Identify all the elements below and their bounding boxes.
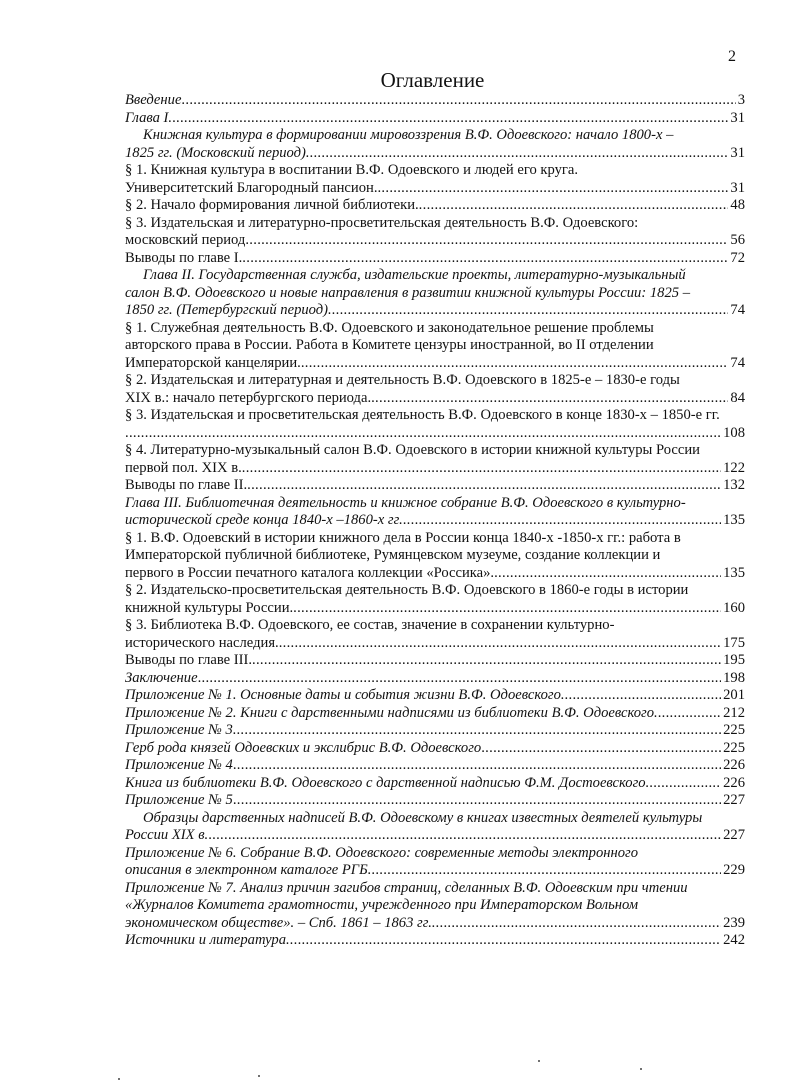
scan-speck — [538, 1060, 540, 1062]
toc-entry-title: Книжная культура в формировании мировоззрения В.Ф. Одоевского: начало 1800-х – 1825 гг. (Московский период). ..... — [125, 127, 673, 161]
toc-entry-page: 160 — [723, 599, 745, 616]
toc-entry-title: Приложение № 3. ..... — [125, 722, 236, 738]
toc-entry-title: Введение ..... — [125, 92, 181, 108]
page-number: 2 — [728, 48, 736, 65]
toc-entry-title: Выводы по главе III. ..... — [125, 652, 252, 668]
toc-entry — [125, 687, 745, 705]
toc-entry — [125, 617, 745, 652]
toc-entry-page: 198 — [723, 669, 745, 686]
toc-entry-page: 227 — [723, 792, 745, 808]
toc-entry-page: 225 — [723, 722, 745, 738]
toc-entry-title: Заключение ..... — [125, 670, 198, 686]
toc-entry-page: 242 — [723, 932, 745, 948]
toc-entry — [125, 792, 745, 810]
toc-entry-page: 84 — [730, 389, 745, 406]
toc-entry — [125, 845, 745, 880]
toc-entry-page: 3 — [737, 92, 745, 108]
scan-speck — [258, 1075, 260, 1077]
toc-entry — [125, 197, 745, 215]
toc-entry-title: § 2. Начало формирования личной библиотеки. ..... — [125, 197, 419, 213]
toc-entry-page: 31 — [730, 109, 745, 126]
toc-entry-title: § 2. Издательско-просветительская деятельность В.Ф. Одоевского в 1860-е годы в истории книжной культуры России. ..... — [125, 582, 688, 616]
toc-entry-page: 132 — [723, 477, 745, 493]
toc-entry — [125, 407, 745, 442]
toc-entry-page: 56 — [730, 232, 745, 248]
toc-entry-title: Глава I. ..... — [125, 110, 172, 126]
toc-entry — [125, 215, 745, 250]
toc-entry-page: 212 — [723, 704, 745, 721]
scan-speck — [640, 1068, 642, 1070]
toc-entry-title: § 1. Служебная деятельность В.Ф. Одоевского и законодательное решение проблемы авторского права в России. Работа в Комитете цензуры иностранной, во II отделении Императорской канцелярии. ..... — [125, 320, 654, 371]
toc-entry-page: 225 — [723, 739, 745, 756]
toc-entry — [125, 372, 745, 407]
toc-entry-page: 135 — [723, 512, 745, 528]
toc-entry-title: Приложение № 2. Книги с дарственными надписями из библиотеки В.Ф. Одоевского. ..... — [125, 705, 658, 721]
toc-entry-title: Приложение № 4 ..... — [125, 757, 233, 773]
toc-entry — [125, 582, 745, 617]
toc-leader-line — [125, 425, 745, 443]
toc-entry-title: § 3. Издательская и просветительская деятельность В.Ф. Одоевского в конце 1830-х – 1850-е гг. — [125, 407, 720, 423]
toc-entry-page: 31 — [730, 144, 745, 161]
toc-entry-title: § 4. Литературно-музыкальный салон В.Ф. Одоевского в истории книжной культуры России первой пол. XIX в. ..... — [125, 442, 700, 476]
scan-speck — [118, 1078, 120, 1080]
toc-entry-title: Глава II. Государственная служба, издательские проекты, литературно-музыкальный салон В.Ф. Одоевского и новые направления в развитии книжной культуры России: 1825 – 1850 гг. (Петербургский период). ..... — [125, 267, 690, 318]
toc-entry-page: 48 — [730, 197, 745, 213]
toc-entry-title: Источники и литература. ..... — [125, 932, 290, 948]
toc-entry — [125, 495, 745, 530]
toc-entry — [125, 477, 745, 495]
toc-entry-title: Приложение № 1. Основные даты и события жизни В.Ф. Одоевского. ..... — [125, 687, 565, 703]
toc-entry — [125, 775, 745, 793]
toc-entry-page: 135 — [723, 564, 745, 581]
toc-entry — [125, 267, 745, 320]
toc-entry-title: Глава III. Библиотечная деятельность и книжное собрание В.Ф. Одоевского в культурно- исторической среде конца 1840-х –1860-х гг. ..... — [125, 495, 686, 529]
toc-entry — [125, 127, 745, 162]
toc-entry-title: § 3. Издательская и литературно-просветительская деятельность В.Ф. Одоевского: московский период ..... — [125, 215, 638, 249]
toc-entry-page: 226 — [723, 774, 745, 791]
toc-entry-title: § 2. Издательская и литературная и деятельность В.Ф. Одоевского в 1825-е – 1830-е годы XIX в.: начало петербургского периода. ..... — [125, 372, 680, 406]
toc-entry — [125, 92, 745, 110]
toc-entry-page: ..... 108 — [723, 424, 745, 441]
toc-entry-title: Образцы дарственных надписей В.Ф. Одоевскому в книгах известных деятелей культуры России XIX в. ..... — [125, 810, 702, 844]
toc-entry-page: 31 — [730, 179, 745, 196]
toc-entry-title: Приложение № 6. Собрание В.Ф. Одоевского: современные методы электронного описания в электронном каталоге РГБ. ..... — [125, 845, 638, 879]
toc-entry-page: 175 — [723, 634, 745, 651]
toc-entry-page: 74 — [730, 354, 745, 371]
toc-entry — [125, 722, 745, 740]
toc-entry-page: 227 — [723, 827, 745, 843]
toc-entry — [125, 320, 745, 373]
toc-entry-page: 201 — [723, 687, 745, 703]
toc-entry-page: 122 — [723, 459, 745, 476]
toc-entry-title: Приложение № 7. Анализ причин загибов страниц, сделанных В.Ф. Одоевским при чтении «Журналов Комитета грамотности, учрежденного при Императорском Вольном экономическом обществе». – Спб. 1861 – 1863 гг.. ..... — [125, 880, 688, 931]
page-title: Оглавление — [380, 68, 485, 92]
toc-entry-page: 74 — [730, 302, 745, 318]
toc-entry-title: Герб рода князей Одоевских и экслибрис В.Ф. Одоевского ..... — [125, 740, 481, 756]
toc-entry — [125, 705, 745, 723]
toc-entry-title: Выводы по главе II. ..... — [125, 477, 247, 493]
table-of-contents — [125, 92, 745, 950]
toc-entry — [125, 757, 745, 775]
toc-entry-title: § 1. В.Ф. Одоевский в истории книжного дела в России конца 1840-х -1850-х гг.: работа в Императорской публичной библиотеке, Румянцевском музеуме, создание коллекции и первого в России печатного каталога коллекции «Россика». ..... — [125, 530, 681, 581]
toc-entry — [125, 110, 745, 128]
toc-entry-page: 239 — [723, 914, 745, 931]
toc-entry — [125, 740, 745, 758]
toc-entry — [125, 932, 745, 950]
toc-entry — [125, 810, 745, 845]
toc-entry — [125, 670, 745, 688]
toc-entry-page: 195 — [723, 652, 745, 668]
toc-entry-title: Приложение № 5 ..... — [125, 792, 233, 808]
toc-entry-page: 229 — [723, 862, 745, 878]
toc-entry — [125, 162, 745, 197]
toc-entry-page: 226 — [723, 757, 745, 773]
toc-entry — [125, 880, 745, 933]
toc-entry-title: Выводы по главе I. ..... — [125, 250, 242, 266]
toc-entry-page: 72 — [730, 249, 745, 266]
toc-entry-title: § 1. Книжная культура в воспитании В.Ф. Одоевского и людей его круга. Университетский Благородный пансион. ..... — [125, 162, 578, 196]
toc-entry-title: § 3. Библиотека В.Ф. Одоевского, ее состав, значение в сохранении культурно- исторического наследия. ..... — [125, 617, 614, 651]
toc-entry-title: Книга из библиотеки В.Ф. Одоевского с дарственной надписью Ф.М. Достоевского. ..... — [125, 775, 649, 791]
toc-entry — [125, 250, 745, 268]
toc-entry — [125, 652, 745, 670]
toc-entry — [125, 530, 745, 583]
toc-entry — [125, 442, 745, 477]
